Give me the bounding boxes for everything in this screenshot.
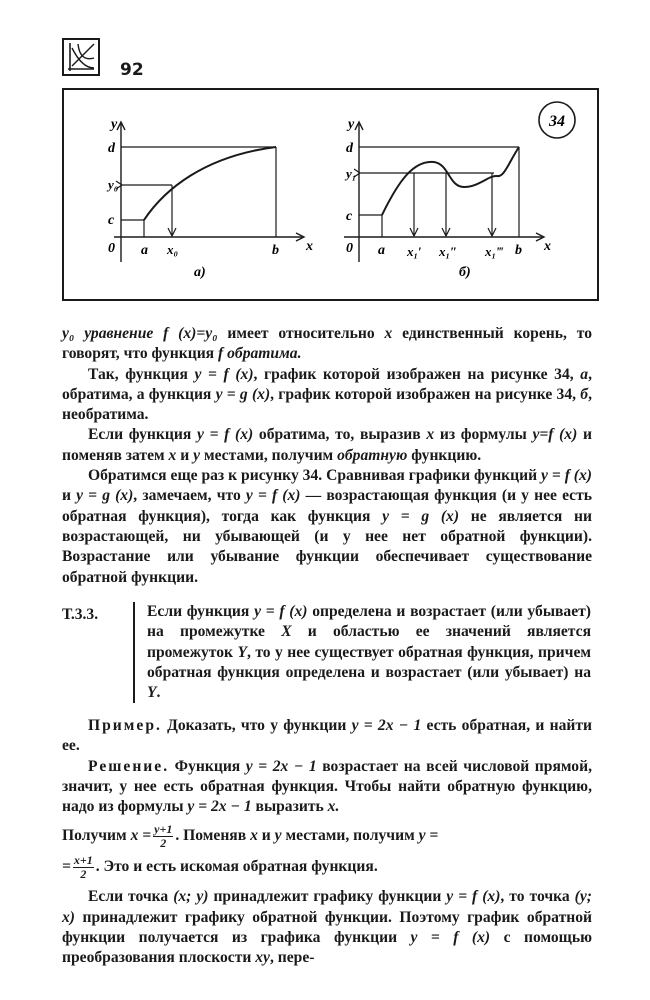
figure-34 <box>62 88 599 301</box>
solution-continued: Получим x = $\frac{y+1}{2}$ . Поменяв x и y местами, получим y = <box>62 822 439 851</box>
section-logo <box>62 38 100 76</box>
panel-b-origin: 0 <box>346 241 353 256</box>
panel-a-y-label: y <box>111 117 118 132</box>
paragraph-2: Так, функция y = f (x), график которой изображен на рисунке 34, а, обратима, а функция y = g (x), график которой изображен на рисунке 34, б, необратима. <box>62 365 592 424</box>
panel-b-x1ppp: x₁‴ <box>485 244 504 259</box>
panel-b-d: d <box>346 141 353 156</box>
panel-b-c: c <box>346 209 353 224</box>
panel-a-curve-f <box>144 147 276 220</box>
figure-34-svg <box>64 90 601 303</box>
paragraph-4: Обратимся еще раз к рисунку 34. Сравнивая графики функций y = f (x) и y = g (x), замечаем, что y = f (x) — возрастающая функция (и у нее есть обратная функция), тогда как функция y = g (x) не является ни возрастающей, ни убывающей (и у нее нет обратной функции). Возрастание или убывание функции обеспечивает существование обратной функции. <box>62 467 593 586</box>
paragraph-1: y₀ уравнение f (x)=y₀ имеет относительно x единственный корень, то говорят, что функция f обратима. <box>62 325 592 363</box>
panel-b-x1pp: x₁″ <box>439 244 458 259</box>
page-number: 92 <box>120 60 144 80</box>
panel-b-x-label: x <box>544 239 551 254</box>
theorem-body: Если функция y = f (x) определена и возрастает (или убывает) на промежутке X и областью ее значений является промежуток Y, то у нее существует обратная функция, причем обратная функция определена и возрастает (или убывает) на Y. <box>133 602 591 703</box>
panel-a-b: b <box>272 243 279 258</box>
last-paragraph: Если точка (x; y) принадлежит графику функции y = f (x), то точка (y; x) принадлежит графику обратной функции. Поэтому график обратной функции получается из графика функции y = f (x) с помощью преобразования плоскости xy, пере- <box>62 888 592 967</box>
panel-a-d: d <box>108 141 115 156</box>
panel-b-x1p: x₁′ <box>407 244 422 259</box>
panel-a-origin: 0 <box>108 241 115 256</box>
panel-b-y1: y₁ <box>346 166 357 181</box>
fraction-1: $\frac{y+1}{2}$ <box>154 822 173 851</box>
panel-b-b: b <box>515 243 522 258</box>
solution-paragraph: Решение. Функция y = 2x − 1 возрастает на всей числовой прямой, значит, у нее есть обратная функция. Чтобы найти обратную функцию, надо из формулы y = 2x − 1 выразить x. <box>62 757 592 816</box>
panel-b-y-label: y <box>348 117 355 132</box>
fraction-2: $\frac{x+1}{2}$ <box>73 853 93 882</box>
panel-a-caption: а) <box>194 265 206 280</box>
example-paragraph: Пример. Доказать, что у функции y = 2x − 1 есть обратная, и найти ее. <box>62 717 592 755</box>
panel-a-c: c <box>108 213 115 228</box>
panel-b-curve-g <box>382 147 519 215</box>
figure-number: 34 <box>549 113 565 130</box>
body-text-bottom <box>62 716 592 969</box>
panel-a-a: a <box>141 243 148 258</box>
panel-a-x0: x₀ <box>167 242 179 257</box>
theorem-label: Т.3.3. <box>62 606 99 623</box>
panel-a-x-label: x <box>306 239 313 254</box>
solution-result: = $\frac{x+1}{2}$ . Это и есть искомая обратная функция. <box>62 853 378 882</box>
panel-a <box>106 117 313 280</box>
body-text-top <box>62 324 592 588</box>
panel-b-caption: б) <box>459 265 471 280</box>
panel-b <box>344 102 575 280</box>
panel-a-y0: y₀ <box>108 177 119 192</box>
panel-b-a: a <box>378 243 385 258</box>
graph-logo-icon <box>64 40 98 74</box>
paragraph-3: Если функция y = f (x) обратима, то, выразив x из формулы y=f (x) и поменяв затем x и y местами, получим обратную функцию. <box>62 426 592 464</box>
